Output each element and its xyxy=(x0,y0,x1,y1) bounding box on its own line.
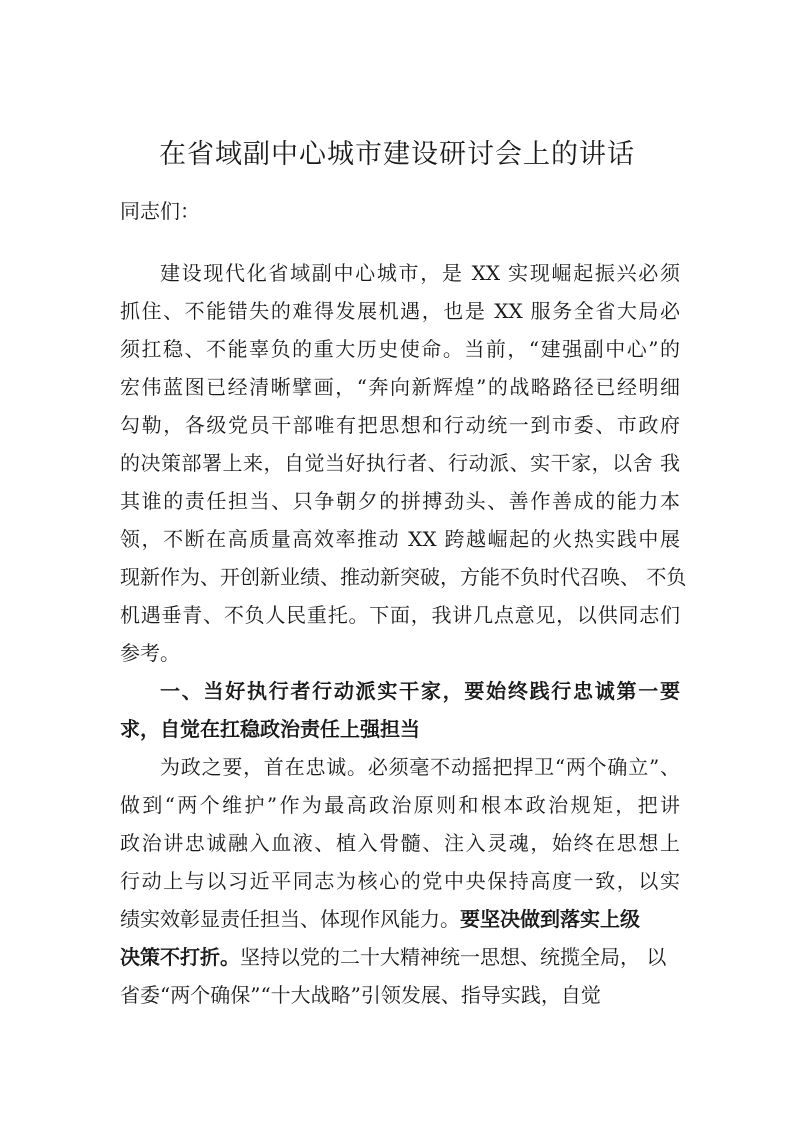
salutation: 同志们： xyxy=(120,199,200,223)
section-heading-1-line-2: 求，自觉在扛稳政治责任上强担当 xyxy=(120,717,420,741)
para2-line-4: 行动上与以习近平同志为核心的党中央保持高度一致，以实 xyxy=(120,869,680,893)
para1-line-2: 抓住、不能错失的难得发展机遇，也是 XX 服务全省大局必 xyxy=(120,299,680,323)
para1-line-6: 的决策部署上来，自觉当好执行者、行动派、实干家，以舍 我 xyxy=(120,451,680,475)
para2-line-1: 为政之要，首在忠诚。必须毫不动摇把捍卫“两个确立”、 xyxy=(160,755,680,779)
para2-emphasis-2: 决策不打折。 xyxy=(120,945,240,969)
para2-line-5 xyxy=(120,905,690,933)
para2-line-5-text: 绩实效彰显责任担当、体现作风能力。 xyxy=(120,907,460,931)
para2-line-2: 做到“两个维护”作为最高政治原则和根本政治规矩，把讲 xyxy=(120,793,680,817)
para2-emphasis-1: 要坚决做到落实上级 xyxy=(460,907,640,931)
para1-line-7: 其谁的责任担当、只争朝夕的拼搏劲头、善作善成的能力本 xyxy=(120,489,680,513)
para2-line-3: 政治讲忠诚融入血液、植入骨髓、注入灵魂，始终在思想上 xyxy=(120,831,680,855)
para1-line-5: 勾勒，各级党员干部唯有把思想和行动统一到市委、市政府 xyxy=(120,413,680,437)
para1-line-4: 宏伟蓝图已经清晰擘画，“奔向新辉煌”的战略路径已经明细 xyxy=(120,375,680,399)
para2-line-6 xyxy=(120,943,690,971)
para1-line-3: 须扛稳、不能辜负的重大历史使命。当前，“建强副中心”的 xyxy=(120,337,680,361)
document-title: 在省域副中心城市建设研讨会上的讲话 xyxy=(159,139,635,170)
para1-line-9: 现新作为、开创新业绩、推动新突破，方能不负时代召唤、 不负 xyxy=(120,565,687,589)
para1-line-8: 领，不断在高质量高效率推动 XX 跨越崛起的火热实践中展 xyxy=(120,527,680,551)
para1-line-10: 机遇垂青、不负人民重托。下面，我讲几点意见，以供同志们 xyxy=(120,603,680,627)
para2-line-6-text: 坚持以党的二十大精神统一思想、统揽全局， 以 xyxy=(240,945,667,969)
section-heading-1-line-1: 一、当好执行者行动派实干家，要始终践行忠诚第一要 xyxy=(160,679,680,703)
para2-line-7: 省委“两个确保”“十大战略”引领发展、指导实践，自觉 xyxy=(120,983,601,1007)
para1-line-11: 参考。 xyxy=(120,641,180,665)
para1-line-1: 建设现代化省域副中心城市，是 XX 实现崛起振兴必须 xyxy=(160,261,680,285)
